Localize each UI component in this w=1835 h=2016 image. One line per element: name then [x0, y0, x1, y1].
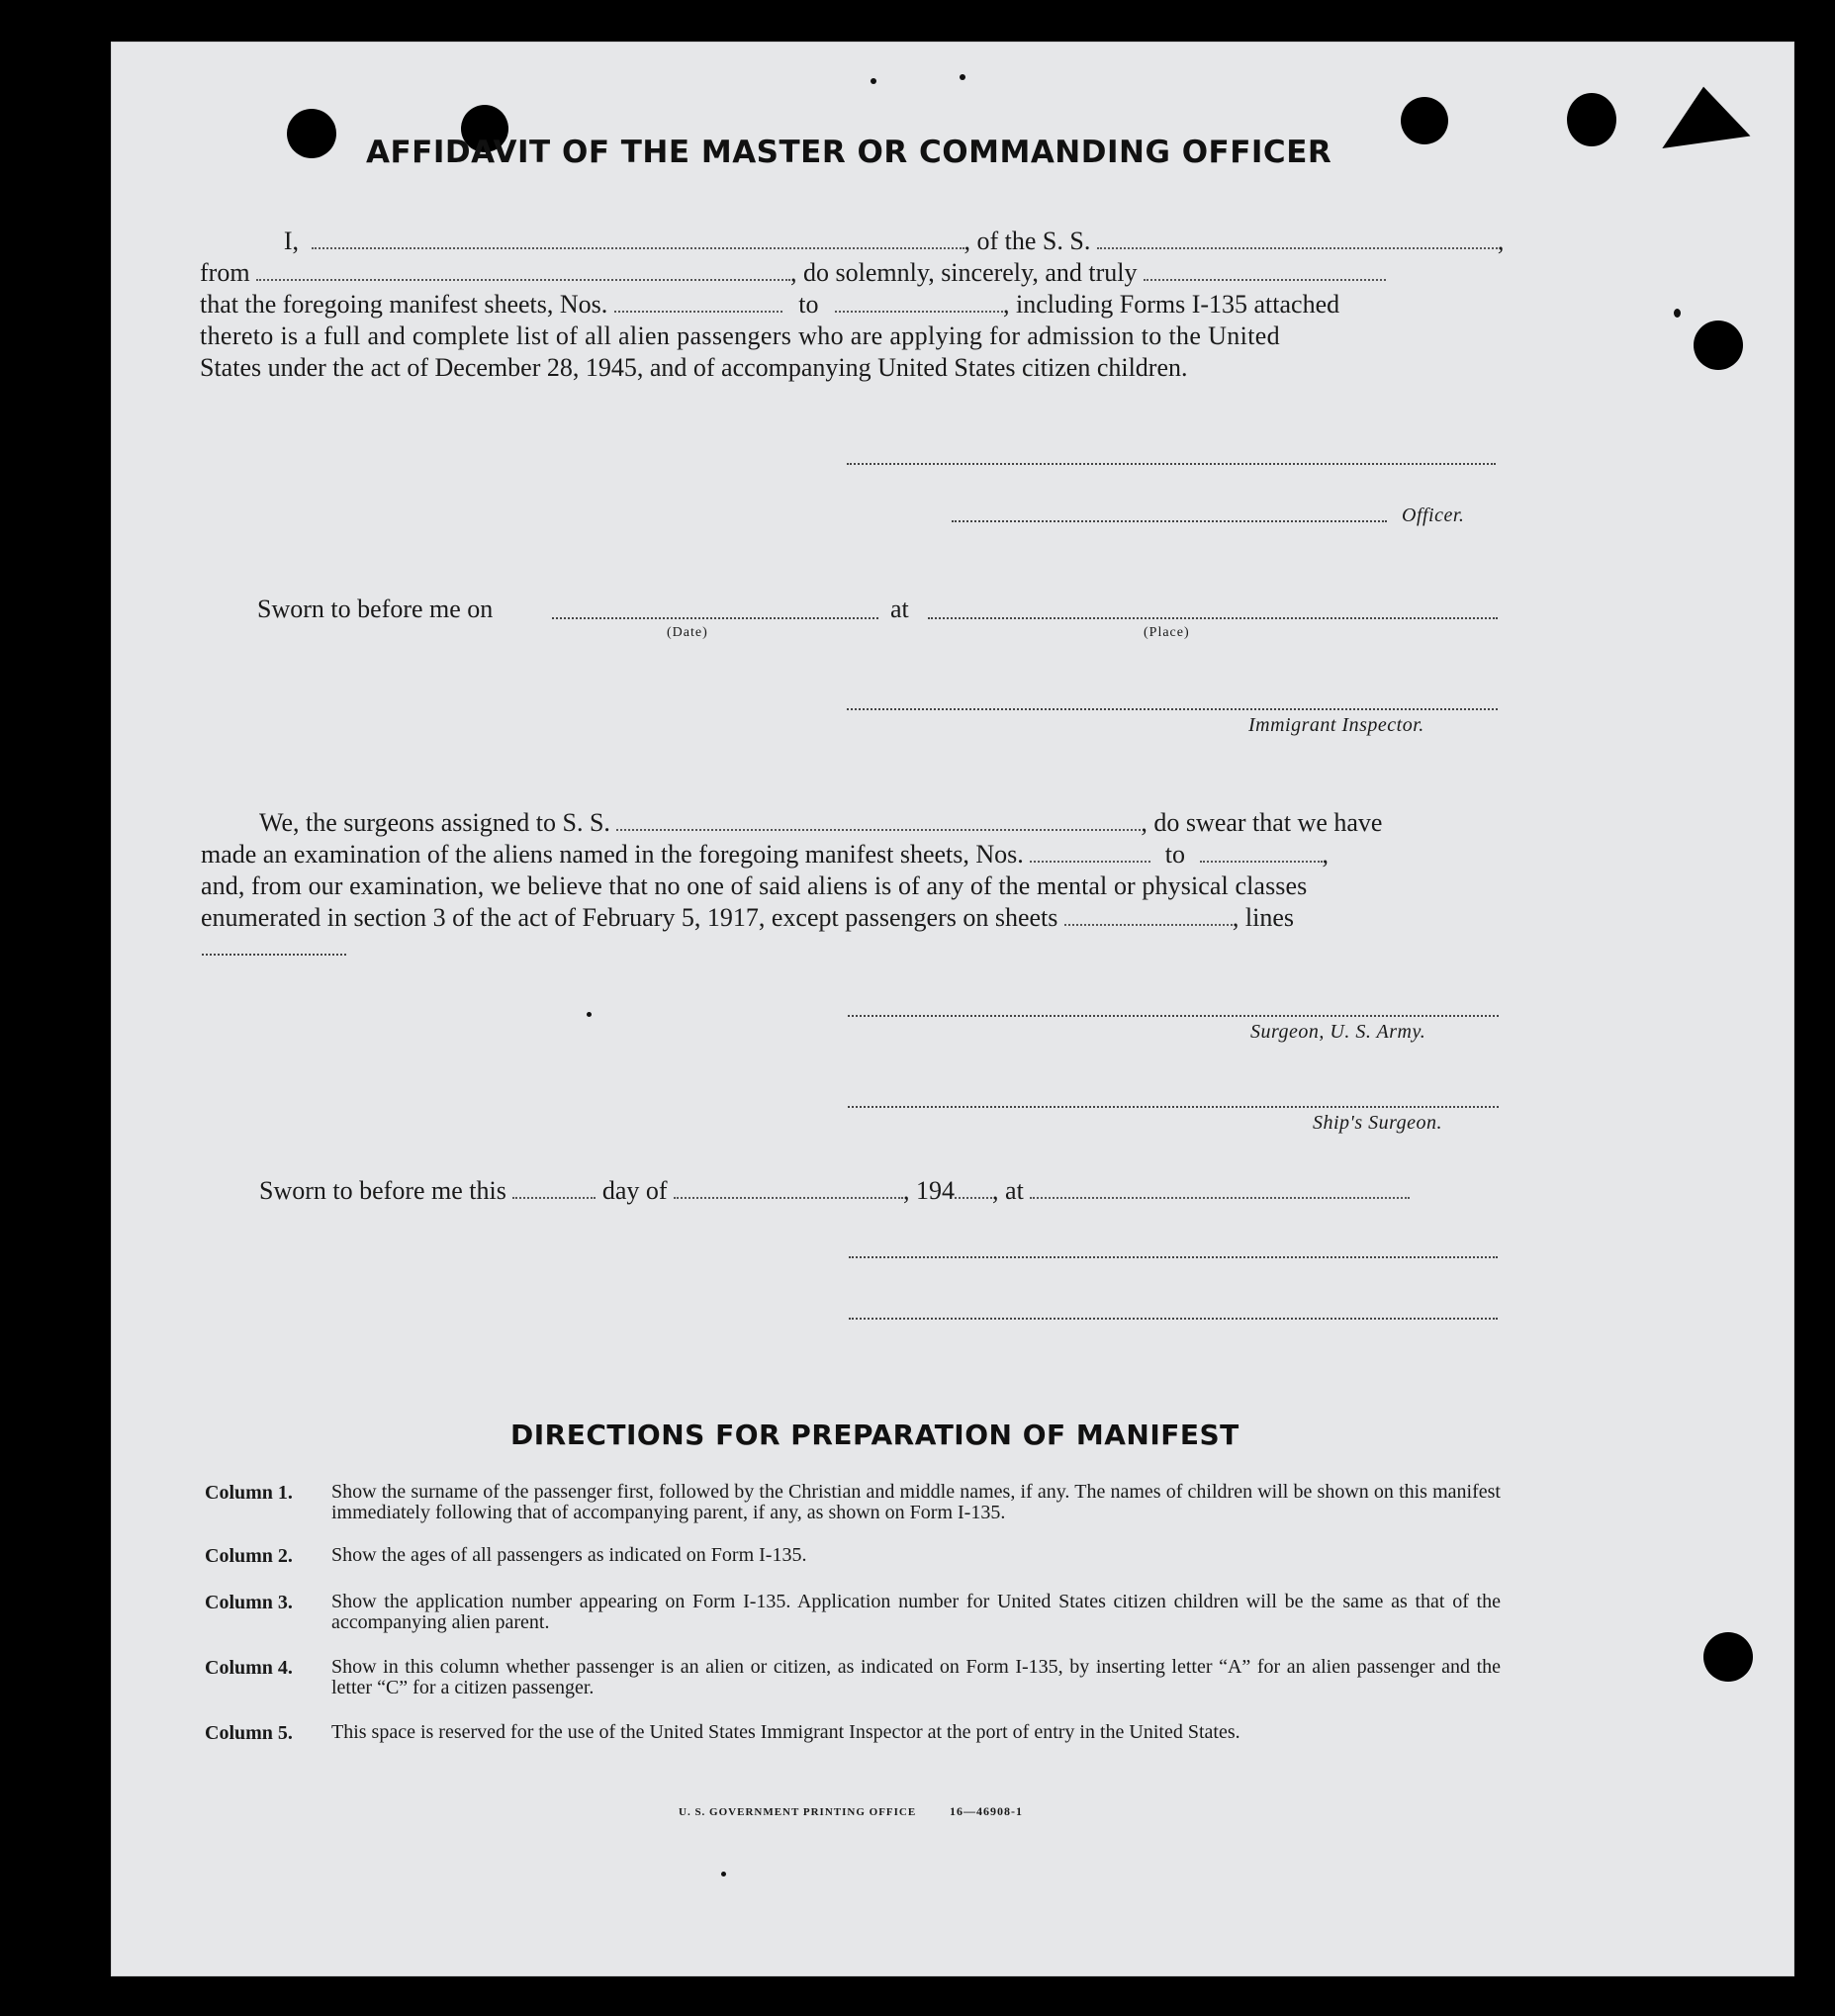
label-examination: made an examination of the aliens named in the foregoing manifest sheets, Nos. [201, 840, 1024, 869]
label-do-solemnly: , do solemnly, sincerely, and truly [790, 258, 1138, 287]
ship-surgeon-caption: Ship's Surgeon. [1313, 1112, 1443, 1134]
officer-name-field[interactable] [312, 229, 964, 249]
sworn-month-field[interactable] [674, 1179, 903, 1199]
punch-hole [1567, 93, 1616, 146]
direction-item [205, 1657, 1501, 1698]
punch-hole [1703, 1632, 1753, 1682]
direction-item [205, 1722, 1501, 1745]
punch-hole [1694, 321, 1743, 370]
directions-list [205, 1482, 1501, 1745]
column-label: Column 2. [205, 1545, 293, 1567]
label-surgeons-assigned: We, the surgeons assigned to S. S. [259, 808, 610, 837]
sworn-this-line [259, 1175, 1644, 1207]
ship-name-field[interactable] [1097, 229, 1498, 249]
affidavit-line-2 [200, 257, 1585, 289]
officer-caption: Officer. [1402, 504, 1465, 526]
official-signature-line-1[interactable] [849, 1256, 1498, 1258]
label-lines: , lines [1232, 903, 1295, 932]
affidavit-line-4: thereto is a full and complete list of all alien passengers who are applying for admission to the United [200, 321, 1281, 350]
direction-item [205, 1482, 1501, 1523]
surgeons-line-2 [201, 839, 1586, 871]
label-at: , at [992, 1176, 1024, 1205]
speck [960, 74, 965, 80]
direction-item [205, 1545, 1501, 1568]
surgeon-sheet-to-field[interactable] [1200, 843, 1323, 863]
oath-field[interactable] [1144, 261, 1386, 281]
sworn-place-field[interactable] [928, 617, 1498, 619]
column-text: Show in this column whether passenger is an alien or citizen, as indicated on Form I-135, by inserting letter “A” for an alien passenger and the letter “C” for a citizen passenger. [331, 1656, 1501, 1698]
speck [1674, 309, 1681, 318]
column-text: Show the application number appearing on Form I-135. Application number for United States citizen children will be the same as that of the accompanying alien parent. [331, 1591, 1501, 1633]
sworn-at-label: at [890, 595, 909, 623]
surgeons-line-4 [201, 902, 1586, 934]
affidavit-line-3 [200, 289, 1585, 321]
printer-name: U. S. GOVERNMENT PRINTING OFFICE [679, 1806, 917, 1818]
affidavit-line-5: States under the act of December 28, 1945, and of accompanying United States citizen children. [200, 353, 1188, 382]
punch-hole [1401, 97, 1448, 144]
place-caption: (Place) [1144, 625, 1190, 640]
label-year: , 194 [903, 1176, 956, 1205]
column-label: Column 3. [205, 1592, 293, 1613]
directions-title: DIRECTIONS FOR PREPARATION OF MANIFEST [510, 1419, 1239, 1451]
sheet-to-field[interactable] [835, 293, 1003, 313]
direction-item [205, 1592, 1501, 1633]
column-text: This space is reserved for the use of the United States Immigrant Inspector at the port of entry in the United States. [331, 1721, 1240, 1743]
army-surgeon-signature-line[interactable] [848, 1015, 1499, 1017]
inspector-caption: Immigrant Inspector. [1248, 714, 1424, 736]
officer-title-line[interactable] [952, 520, 1387, 522]
official-signature-line-2[interactable] [849, 1318, 1498, 1320]
surgeons-line-3: and, from our examination, we believe that no one of said aliens is of any of the mental or physical classes [201, 871, 1308, 900]
date-caption: (Date) [667, 625, 708, 640]
sworn-year-field[interactable] [955, 1179, 992, 1199]
label-from: from [200, 258, 250, 287]
port-from-field[interactable] [256, 261, 790, 281]
label-to: to [798, 290, 819, 319]
ship-surgeon-signature-line[interactable] [848, 1106, 1499, 1108]
inspector-signature-line[interactable] [847, 708, 1498, 710]
surgeons-line-1 [259, 807, 1644, 839]
form-number: 16—46908-1 [949, 1804, 1023, 1818]
torn-corner [1655, 81, 1751, 148]
punch-hole [287, 109, 336, 158]
label-i: I, [283, 227, 299, 255]
sworn-date-field[interactable] [552, 617, 878, 619]
column-label: Column 1. [205, 1482, 293, 1504]
label-manifest-sheets: that the foregoing manifest sheets, Nos. [200, 290, 608, 319]
surgeon-sheet-from-field[interactable] [1030, 843, 1150, 863]
column-label: Column 4. [205, 1657, 293, 1679]
column-text: Show the ages of all passengers as indicated on Form I-135. [331, 1544, 807, 1566]
document-page [111, 42, 1794, 1976]
label-to: to [1164, 840, 1185, 869]
column-text: Show the surname of the passenger first, followed by the Christian and middle names, if any. The names of children will be shown on this manifest immediately following that of accompanying parent, if any, as shown on Form I-135. [331, 1481, 1501, 1523]
printer-imprint [679, 1804, 1023, 1819]
except-lines-field[interactable] [202, 954, 346, 956]
sworn-day-field[interactable] [512, 1179, 596, 1199]
label-of-ss: , of the S. S. [963, 227, 1091, 255]
sheet-from-field[interactable] [614, 293, 782, 313]
label-day-of: day of [601, 1176, 668, 1205]
label-including-forms: , including Forms I-135 attached [1003, 290, 1340, 319]
speck [721, 1872, 726, 1877]
label-do-swear: , do swear that we have [1141, 808, 1383, 837]
army-surgeon-caption: Surgeon, U. S. Army. [1250, 1021, 1426, 1043]
affidavit-title: AFFIDAVIT OF THE MASTER OR COMMANDING OFFICER [366, 135, 1332, 170]
officer-signature-line[interactable] [847, 463, 1496, 465]
comma: , [1322, 840, 1329, 869]
speck [587, 1012, 592, 1017]
label-enumerated: enumerated in section 3 of the act of February 5, 1917, except passengers on sheets [201, 903, 1058, 932]
label-sworn-this: Sworn to before me this [259, 1176, 506, 1205]
comma: , [1497, 227, 1505, 255]
sworn-before-label: Sworn to before me on [257, 595, 494, 623]
except-sheets-field[interactable] [1064, 906, 1233, 926]
affidavit-line-1 [249, 226, 1634, 257]
column-label: Column 5. [205, 1722, 293, 1744]
sworn-place-2-field[interactable] [1030, 1179, 1410, 1199]
speck [871, 78, 876, 84]
surgeon-ship-field[interactable] [616, 811, 1141, 831]
